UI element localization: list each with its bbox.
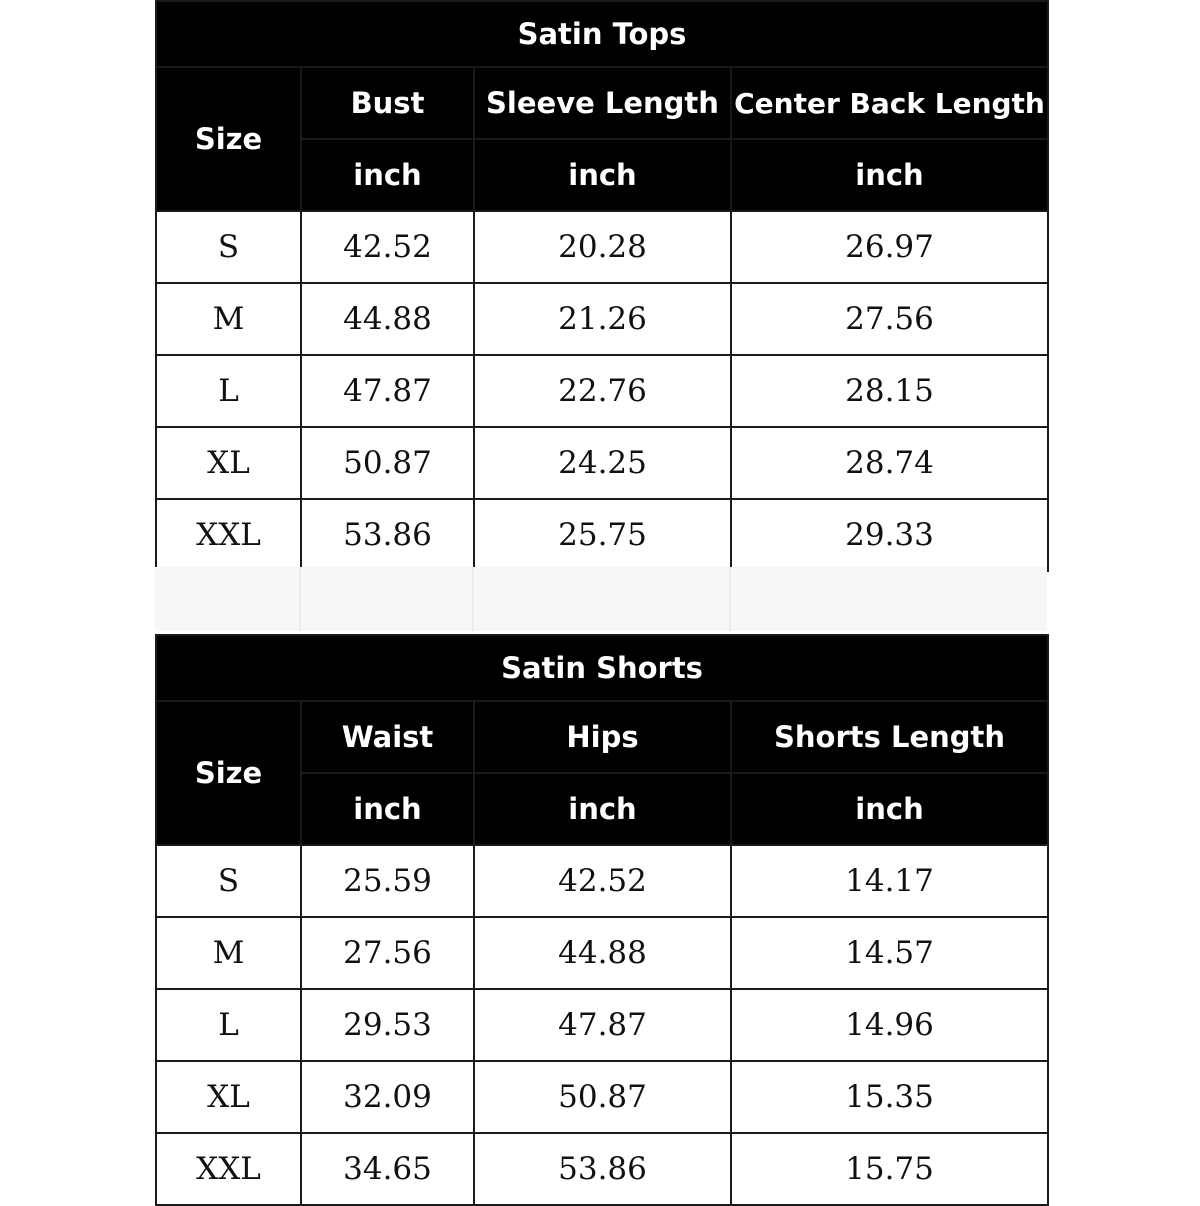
value-cell: 47.87 bbox=[474, 989, 731, 1061]
size-header: Size bbox=[156, 701, 301, 845]
unit-header: inch bbox=[301, 773, 474, 845]
table-row bbox=[156, 283, 1048, 355]
value-cell: 28.74 bbox=[731, 427, 1048, 499]
unit-header: inch bbox=[301, 139, 474, 211]
unit-header: inch bbox=[731, 773, 1048, 845]
value-cell: 25.59 bbox=[301, 845, 474, 917]
spacer-divider bbox=[472, 567, 474, 631]
column-header: Bust bbox=[301, 67, 474, 139]
value-cell: 27.56 bbox=[731, 283, 1048, 355]
value-cell: 25.75 bbox=[474, 499, 731, 571]
table-row bbox=[156, 427, 1048, 499]
column-header: Center Back Length bbox=[731, 67, 1048, 139]
table-row bbox=[156, 917, 1048, 989]
size-cell: XL bbox=[156, 427, 301, 499]
table-row bbox=[156, 211, 1048, 283]
value-cell: 50.87 bbox=[474, 1061, 731, 1133]
table-row bbox=[156, 1133, 1048, 1205]
value-cell: 53.86 bbox=[474, 1133, 731, 1205]
value-cell: 22.76 bbox=[474, 355, 731, 427]
value-cell: 27.56 bbox=[301, 917, 474, 989]
table-row bbox=[156, 355, 1048, 427]
shorts-size-table bbox=[155, 634, 1049, 1206]
value-cell: 14.96 bbox=[731, 989, 1048, 1061]
table-spacer bbox=[155, 567, 1047, 631]
value-cell: 15.35 bbox=[731, 1061, 1048, 1133]
value-cell: 32.09 bbox=[301, 1061, 474, 1133]
value-cell: 15.75 bbox=[731, 1133, 1048, 1205]
column-header: Sleeve Length bbox=[474, 67, 731, 139]
table-row bbox=[156, 845, 1048, 917]
unit-header: inch bbox=[474, 773, 731, 845]
value-cell: 28.15 bbox=[731, 355, 1048, 427]
spacer-divider bbox=[729, 567, 731, 631]
value-cell: 47.87 bbox=[301, 355, 474, 427]
size-cell: XXL bbox=[156, 499, 301, 571]
value-cell: 26.97 bbox=[731, 211, 1048, 283]
value-cell: 53.86 bbox=[301, 499, 474, 571]
size-header: Size bbox=[156, 67, 301, 211]
size-cell: S bbox=[156, 211, 301, 283]
value-cell: 34.65 bbox=[301, 1133, 474, 1205]
table-row bbox=[156, 989, 1048, 1061]
table-title: Satin Shorts bbox=[156, 635, 1048, 701]
size-cell: L bbox=[156, 989, 301, 1061]
tops-size-table bbox=[155, 0, 1049, 572]
value-cell: 21.26 bbox=[474, 283, 731, 355]
unit-header: inch bbox=[731, 139, 1048, 211]
table-row bbox=[156, 499, 1048, 571]
value-cell: 29.53 bbox=[301, 989, 474, 1061]
value-cell: 14.57 bbox=[731, 917, 1048, 989]
value-cell: 44.88 bbox=[474, 917, 731, 989]
value-cell: 42.52 bbox=[474, 845, 731, 917]
table-title: Satin Tops bbox=[156, 1, 1048, 67]
size-cell: XXL bbox=[156, 1133, 301, 1205]
value-cell: 24.25 bbox=[474, 427, 731, 499]
size-cell: M bbox=[156, 283, 301, 355]
column-header: Shorts Length bbox=[731, 701, 1048, 773]
size-cell: S bbox=[156, 845, 301, 917]
unit-header: inch bbox=[474, 139, 731, 211]
value-cell: 14.17 bbox=[731, 845, 1048, 917]
size-cell: L bbox=[156, 355, 301, 427]
value-cell: 44.88 bbox=[301, 283, 474, 355]
value-cell: 42.52 bbox=[301, 211, 474, 283]
column-header: Waist bbox=[301, 701, 474, 773]
value-cell: 29.33 bbox=[731, 499, 1048, 571]
value-cell: 20.28 bbox=[474, 211, 731, 283]
spacer-divider bbox=[299, 567, 301, 631]
table-row bbox=[156, 1061, 1048, 1133]
size-cell: M bbox=[156, 917, 301, 989]
value-cell: 50.87 bbox=[301, 427, 474, 499]
column-header: Hips bbox=[474, 701, 731, 773]
size-cell: XL bbox=[156, 1061, 301, 1133]
